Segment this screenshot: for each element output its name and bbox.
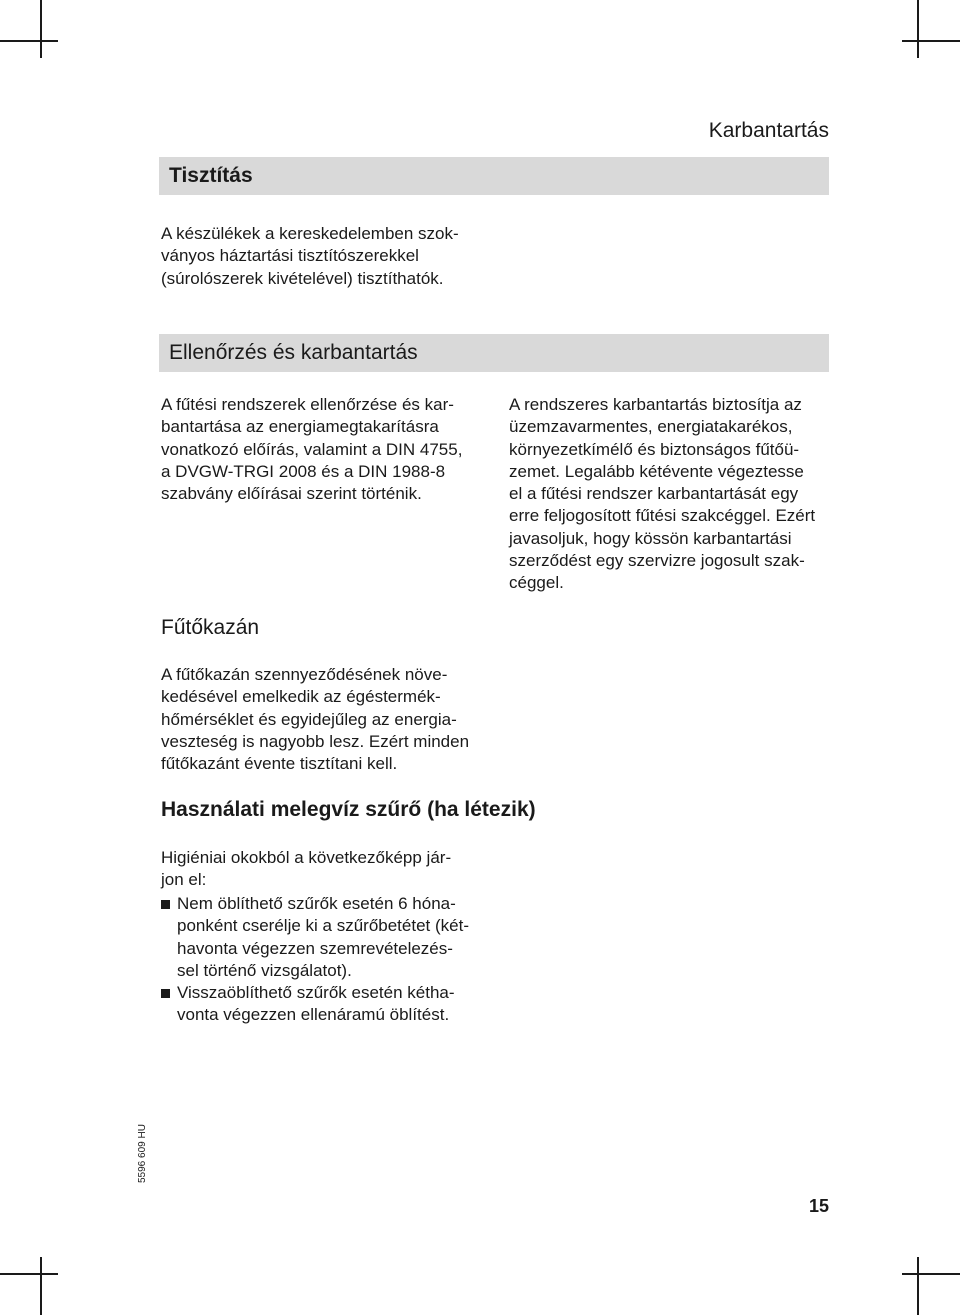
crop-mark-tr-h xyxy=(902,40,960,42)
boiler-heading: Fűtőkazán xyxy=(161,616,260,639)
text-line: A készülékek a kereskedelemben szok- xyxy=(161,224,459,243)
text-line: ponként cserélje ki a szűrőbetétet (két- xyxy=(177,916,469,936)
text-line: üzemzavarmentes, energiatakarékos, xyxy=(509,417,793,437)
text-line: vonta végezzen ellenáramú öblítést. xyxy=(177,1005,450,1025)
text-line: fűtőkazánt évente tisztítani kell. xyxy=(161,754,398,774)
text-line: szerződést egy szervizre jogosult szak- xyxy=(509,551,805,571)
text-line: vonatkozó előírás, valamint a DIN 4755, xyxy=(161,439,463,459)
text-line: A rendszeres karbantartás biztosítja az xyxy=(509,395,802,414)
crop-mark-br-v xyxy=(917,1257,919,1315)
square-bullet-icon xyxy=(161,989,170,998)
text-line: szabvány előírásai szerint történik. xyxy=(161,484,422,504)
page-number: 15 xyxy=(808,1196,829,1216)
text-line: zemet. Legalább kétévente végeztesse xyxy=(509,461,804,481)
text-line: bantartása az energiamegtakarításra xyxy=(161,417,439,437)
inspection-heading: Ellenőrzés és karbantartás xyxy=(159,334,829,372)
inspection-right-text xyxy=(509,394,815,595)
text-line: erre feljogosított fűtési szakcéggel. Ezért xyxy=(509,506,816,526)
text-line: Nem öblíthető szűrők esetén 6 hóna- xyxy=(177,894,456,913)
text-line: (súrolószerek kivételével) tisztíthatók. xyxy=(161,268,444,288)
text-line: céggel. xyxy=(509,573,564,593)
text-line: ványos háztartási tisztítószerekkel xyxy=(161,246,419,266)
text-line: környezetkímélő és biztonságos fűtőü- xyxy=(509,439,800,459)
cleaning-heading: Tisztítás xyxy=(159,157,829,195)
text-line: A fűtési rendszerek ellenőrzése és kar- xyxy=(161,395,454,414)
text-line: havonta végezzen szemrevételezés- xyxy=(177,938,453,958)
section-header-title: Karbantartás xyxy=(708,119,829,142)
list-item xyxy=(161,982,469,1027)
square-bullet-icon xyxy=(161,900,170,909)
crop-mark-tl-h xyxy=(0,40,58,42)
crop-mark-bl-h xyxy=(0,1273,58,1275)
document-number: 5596 609 HU xyxy=(137,1124,148,1183)
crop-mark-tr-v xyxy=(917,0,919,58)
text-line: Higiéniai okokból a következőképp jár- xyxy=(161,848,452,867)
boiler-text xyxy=(161,664,469,775)
text-line: javasoljuk, hogy kössön karbantartási xyxy=(509,528,792,548)
text-line: a DVGW-TRGI 2008 és a DIN 1988-8 xyxy=(161,461,446,481)
text-line: hőmérséklet és egyidejűleg az energia- xyxy=(161,709,457,729)
text-line: kedésével emelkedik az égéstermék- xyxy=(161,687,441,707)
crop-mark-tl-v xyxy=(40,0,42,58)
text-line: el a fűtési rendszer karbantartását egy xyxy=(509,484,799,504)
list-item xyxy=(161,893,469,982)
text-line: Visszaöblíthető szűrők esetén kétha- xyxy=(177,983,455,1003)
text-line: jon el: xyxy=(161,870,207,890)
text-line: A fűtőkazán szennyeződésének növe- xyxy=(161,665,448,684)
inspection-left-text xyxy=(161,394,462,505)
crop-mark-br-h xyxy=(902,1273,960,1275)
filter-bullet-list xyxy=(161,893,469,1027)
cleaning-text xyxy=(161,223,459,290)
crop-mark-bl-v xyxy=(40,1257,42,1315)
text-line: sel történő vizsgálatot). xyxy=(177,960,352,980)
filter-heading: Használati melegvíz szűrő (ha létezik) xyxy=(161,798,536,821)
filter-intro xyxy=(161,847,451,892)
text-line: veszteség is nagyobb lesz. Ezért minden xyxy=(161,731,470,751)
